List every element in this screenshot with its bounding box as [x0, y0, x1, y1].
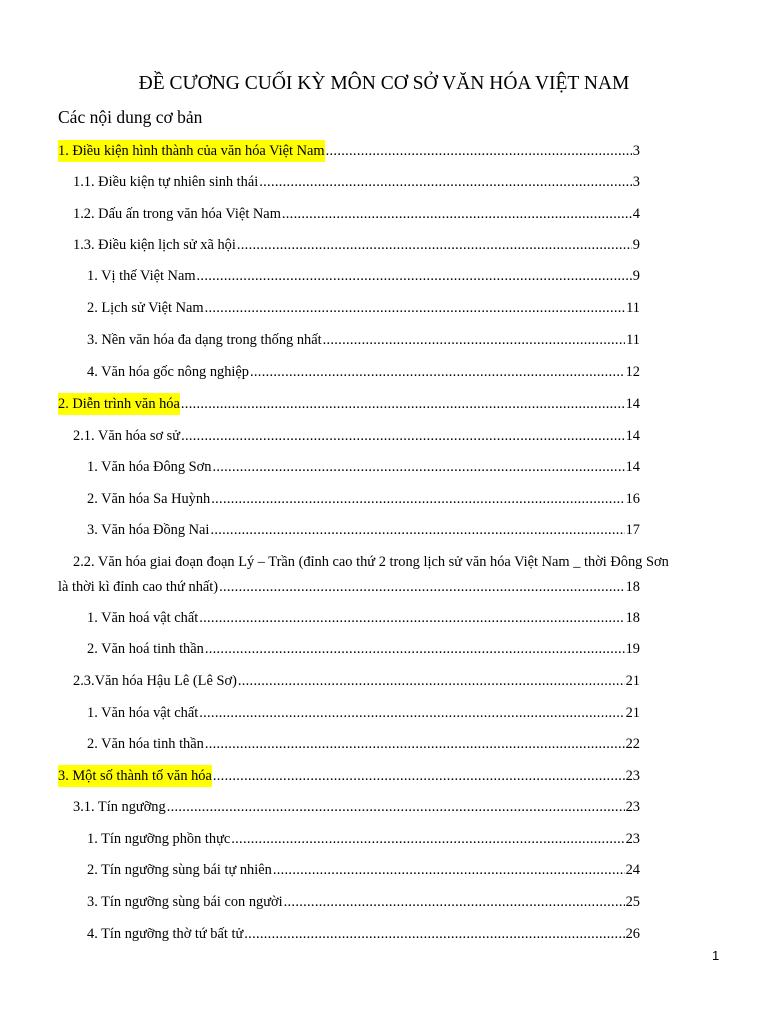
- toc-entry[interactable]: [58, 140, 640, 162]
- toc-page-number: 22: [625, 736, 640, 752]
- toc-leader: [211, 488, 624, 510]
- toc-entry-title: 1. Điều kiện hình thành của văn hóa Việt Nam: [58, 140, 325, 162]
- toc-page-number: 14: [625, 396, 640, 412]
- toc-entry-title: 3. Tín ngưỡng sùng bái con người: [87, 894, 283, 910]
- toc-page-number: 23: [625, 831, 640, 847]
- toc-entry-title: 2.1. Văn hóa sơ sử: [73, 428, 181, 444]
- toc-leader: [181, 393, 625, 415]
- toc-entry-title: 2. Tín ngưỡng sùng bái tự nhiên: [87, 862, 272, 878]
- toc-entry-title: 2. Văn hóa Sa Huỳnh: [87, 491, 211, 507]
- toc-leader: [205, 638, 625, 660]
- toc-leader: [181, 425, 625, 447]
- toc-leader: [231, 828, 624, 850]
- toc-entry[interactable]: [58, 576, 640, 598]
- toc-entry-title: 1. Tín ngưỡng phồn thực: [87, 831, 231, 847]
- toc-leader: [326, 140, 632, 162]
- toc-leader: [284, 891, 625, 913]
- toc-leader: [199, 607, 624, 629]
- toc-page-number: 21: [625, 705, 640, 721]
- document-title: ĐỀ CƯƠNG CUỐI KỲ MÔN CƠ SỞ VĂN HÓA VIỆT NAM: [138, 73, 630, 94]
- toc-leader: [199, 702, 624, 724]
- toc-entry-title[interactable]: 2.2. Văn hóa giai đoạn đoạn Lý – Trần (đỉnh cao thứ 2 trong lịch sử văn hóa Việt Nam _ thời Đông Sơn: [73, 554, 669, 570]
- toc-leader: [219, 576, 625, 598]
- toc-leader: [205, 297, 626, 319]
- toc-page-number: 19: [625, 641, 640, 657]
- toc-entry[interactable]: [87, 702, 640, 724]
- toc-entry[interactable]: [87, 329, 640, 351]
- toc-entry[interactable]: [87, 488, 640, 510]
- toc-leader: [212, 456, 624, 478]
- toc-page-number: 16: [625, 491, 640, 507]
- toc-entry[interactable]: [87, 297, 640, 319]
- toc-page-number: 14: [625, 428, 640, 444]
- toc-page-number: 18: [625, 579, 640, 595]
- toc-entry[interactable]: [87, 923, 640, 945]
- toc-page-number: 14: [625, 459, 640, 475]
- section-subtitle: Các nội dung cơ bản: [58, 107, 203, 127]
- toc-entry[interactable]: [87, 859, 640, 881]
- toc-entry-title: 2. Văn hoá tinh thần: [87, 641, 204, 657]
- toc-leader: [238, 670, 625, 692]
- toc-leader: [244, 923, 624, 945]
- toc-entry-title: 3.1. Tín ngưỡng: [73, 799, 166, 815]
- toc-entry-title: 3. Nền văn hóa đa dạng trong thống nhất: [87, 332, 322, 348]
- toc-page-number: 24: [625, 862, 640, 878]
- toc-entry-title: 2. Diễn trình văn hóa: [58, 393, 180, 415]
- toc-page-number: 18: [625, 610, 640, 626]
- toc-page-number: 9: [632, 268, 640, 284]
- toc-entry[interactable]: [73, 796, 640, 818]
- toc-leader: [323, 329, 626, 351]
- toc-leader: [273, 859, 625, 881]
- toc-leader: [259, 171, 632, 193]
- toc-entry[interactable]: [58, 393, 640, 415]
- toc-entry-title: 2.3.Văn hóa Hậu Lê (Lê Sơ): [73, 673, 237, 689]
- toc-entry-title: 1. Văn hóa vật chất: [87, 705, 199, 721]
- toc-leader: [282, 203, 632, 225]
- toc-page-number: 25: [625, 894, 640, 910]
- toc-leader: [237, 234, 632, 256]
- toc-page-number: 12: [625, 364, 640, 380]
- toc-entry[interactable]: [87, 456, 640, 478]
- toc-leader: [197, 265, 632, 287]
- toc-entry[interactable]: [87, 519, 640, 541]
- toc-leader: [167, 796, 625, 818]
- toc-entry[interactable]: [73, 670, 640, 692]
- toc-page-number: 17: [625, 522, 640, 538]
- toc-entry[interactable]: [73, 203, 640, 225]
- toc-entry-title: 1.2. Dấu ấn trong văn hóa Việt Nam: [73, 206, 281, 222]
- toc-page-number: 11: [626, 300, 640, 316]
- toc-entry[interactable]: [73, 234, 640, 256]
- toc-entry-title: 4. Tín ngưỡng thờ tứ bất tử: [87, 926, 244, 942]
- toc-leader: [250, 361, 625, 383]
- toc-entry[interactable]: [58, 765, 640, 787]
- toc-entry-title: 1.1. Điều kiện tự nhiên sinh thái: [73, 174, 259, 190]
- toc-leader: [213, 765, 625, 787]
- toc-entry[interactable]: [87, 828, 640, 850]
- toc-entry[interactable]: [87, 265, 640, 287]
- toc-page-number: 3: [632, 143, 640, 159]
- toc-leader: [205, 733, 625, 755]
- toc-entry-title: 4. Văn hóa gốc nông nghiệp: [87, 364, 249, 380]
- toc-page-number: 23: [625, 768, 640, 784]
- toc-leader: [210, 519, 624, 541]
- toc-page-number: 26: [625, 926, 640, 942]
- toc-entry-title: 1. Văn hóa Đông Sơn: [87, 459, 212, 475]
- toc-page-number: 23: [625, 799, 640, 815]
- toc-page-number: 4: [632, 206, 640, 222]
- toc-entry-title: 2. Lịch sử Việt Nam: [87, 300, 204, 316]
- toc-entry[interactable]: [87, 638, 640, 660]
- page-number: 1: [712, 948, 720, 963]
- toc-entry[interactable]: [87, 733, 640, 755]
- toc-page-number: 3: [632, 174, 640, 190]
- toc-entry-title-continued: là thời kì đỉnh cao thứ nhất): [58, 579, 219, 595]
- toc-page-number: 9: [632, 237, 640, 253]
- toc-entry[interactable]: [73, 425, 640, 447]
- toc-entry[interactable]: [73, 171, 640, 193]
- toc-entry-title: 2. Văn hóa tinh thần: [87, 736, 204, 752]
- toc-entry[interactable]: [87, 607, 640, 629]
- toc-entry-title: 3. Một số thành tố văn hóa: [58, 765, 212, 787]
- toc-entry-title: 1.3. Điều kiện lịch sử xã hội: [73, 237, 236, 253]
- toc-entry[interactable]: [87, 361, 640, 383]
- toc-entry-title: 3. Văn hóa Đồng Nai: [87, 522, 210, 538]
- toc-page-number: 11: [626, 332, 640, 348]
- toc-entry-title: 1. Vị thế Việt Nam: [87, 268, 196, 284]
- toc-entry-title: 1. Văn hoá vật chất: [87, 610, 199, 626]
- toc-entry[interactable]: [87, 891, 640, 913]
- toc-page-number: 21: [625, 673, 640, 689]
